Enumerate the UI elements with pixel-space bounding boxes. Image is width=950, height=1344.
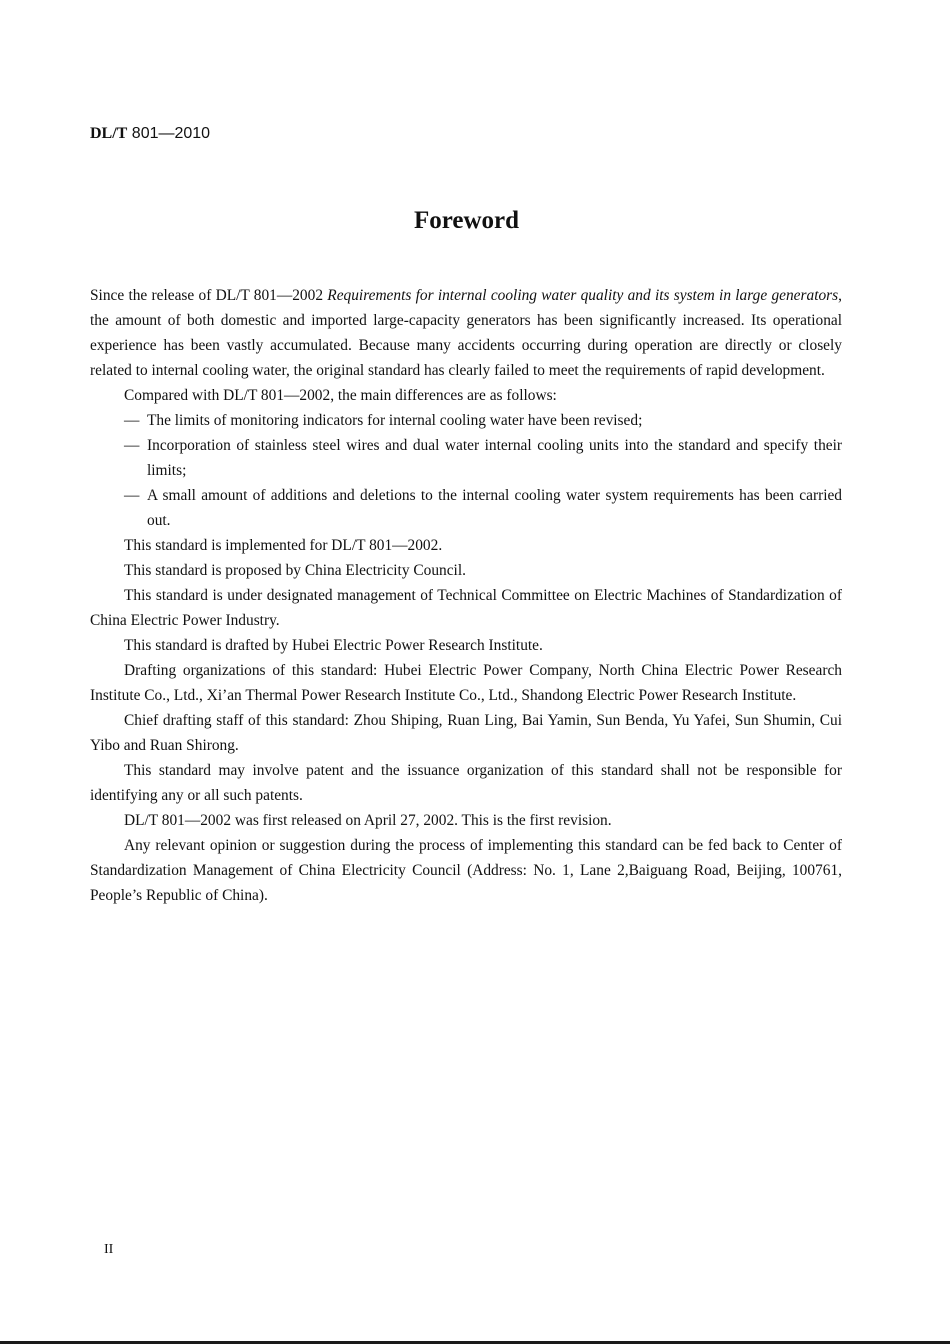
page-number: II: [104, 1242, 114, 1257]
feedback-paragraph: Any relevant opinion or suggestion during the process of implementing this standard can be fed back to Center of Standardization Management of China Electricity Council (Address: No. 1, Lane 2,Baiguang Road, Beijing, 100761, People’s Republic of China).: [90, 837, 842, 904]
intro-before: Since the release of DL/T 801—2002: [90, 287, 328, 304]
intro-paragraph: [90, 283, 842, 383]
dash-mark: —: [124, 487, 140, 504]
intro-title-italic: Requirements for internal cooling water quality and its system in large generators: [327, 287, 839, 304]
differences-intro: Compared with DL/T 801—2002, the main differences are as follows:: [124, 387, 557, 404]
drafted-paragraph: This standard is drafted by Hubei Electric Power Research Institute.: [124, 637, 543, 654]
standard-prefix: DL/T: [90, 125, 128, 142]
page-title: Foreword: [413, 207, 520, 234]
release-paragraph: DL/T 801—2002 was first released on April 27, 2002. This is the first revision.: [124, 812, 612, 829]
organizations-paragraph: Drafting organizations of this standard: Hubei Electric Power Company, North China Electric Power Research Institute Co., Ltd., Xi’an Thermal Power Research Institute Co., Ltd., Shandong Electric Power Research Institute.: [90, 662, 842, 704]
standard-code-header: [90, 124, 210, 144]
standard-number: 801—2010: [127, 125, 211, 142]
proposed-paragraph: This standard is proposed by China Electricity Council.: [124, 562, 466, 579]
dash-mark: —: [124, 437, 140, 454]
management-paragraph: This standard is under designated management of Technical Committee on Electric Machines of Standardization of China Electric Power Industry.: [90, 587, 842, 629]
difference-item: [90, 483, 842, 533]
intro-after: , the amount of both domestic and imported large-capacity generators has been significantly increased. Its operational experience has been vastly accumulated. Because many accidents occurring during operation are directly or closely related to internal cooling water, the original standard has clearly failed to meet the requirements of rapid development.: [90, 287, 843, 379]
difference-item: [90, 433, 842, 483]
difference-text: A small amount of additions and deletions to the internal cooling water system requirements has been carried out.: [147, 487, 842, 529]
difference-text: The limits of monitoring indicators for internal cooling water have been revised;: [147, 412, 643, 429]
patent-paragraph: This standard may involve patent and the issuance organization of this standard shall not be responsible for identifying any or all such patents.: [90, 762, 842, 804]
dash-mark: —: [124, 412, 140, 429]
foreword-body: [90, 283, 842, 908]
implemented-paragraph: This standard is implemented for DL/T 801—2002.: [124, 537, 443, 554]
difference-text: Incorporation of stainless steel wires and dual water internal cooling units into the standard and specify their limits;: [147, 437, 842, 479]
staff-paragraph: Chief drafting staff of this standard: Zhou Shiping, Ruan Ling, Bai Yamin, Sun Benda, Yu Yafei, Sun Shumin, Cui Yibo and Ruan Shirong.: [90, 712, 842, 754]
difference-item: [90, 408, 842, 433]
